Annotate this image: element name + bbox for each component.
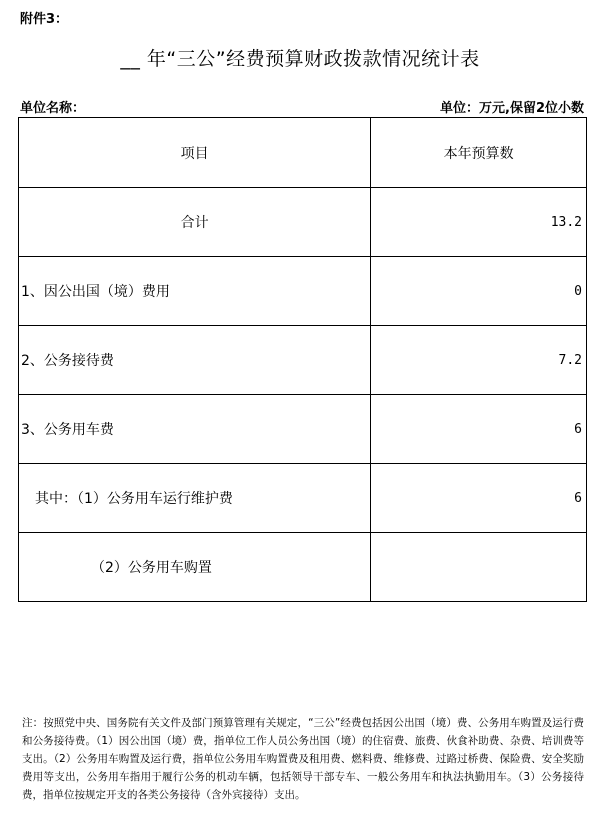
row-item-reception: 2、公务接待费 bbox=[19, 326, 371, 395]
column-header-item: 项目 bbox=[19, 118, 371, 188]
table-row-total bbox=[19, 188, 587, 257]
row-value-travel-abroad: 0 bbox=[371, 257, 587, 326]
row-item-total: 合计 bbox=[19, 188, 371, 257]
row-value-vehicle: 6 bbox=[371, 395, 587, 464]
row-item-vehicle-purchase: （2）公务用车购置 bbox=[19, 533, 371, 602]
row-item-vehicle-maintenance: 其中：（1）公务用车运行维护费 bbox=[19, 464, 371, 533]
column-header-budget: 本年预算数 bbox=[371, 118, 587, 188]
row-item-travel-abroad: 1、因公出国（境）费用 bbox=[19, 257, 371, 326]
unit-name-label: 单位名称： bbox=[20, 101, 86, 116]
attachment-label: 附件3： bbox=[20, 12, 69, 27]
row-item-vehicle: 3、公务用车费 bbox=[19, 395, 371, 464]
unit-info: 单位：万元,保留2位小数 bbox=[440, 101, 584, 116]
table-row-travel-abroad bbox=[19, 257, 587, 326]
table-row-vehicle-purchase bbox=[19, 533, 587, 602]
footnote: 注：按照党中央、国务院有关文件及部门预算管理有关规定，“三公”经费包括因公出国（境）费、公务用车购置及运行费和公务接待费。（1）因公出国（境）费，指单位工作人员公务出国（境）的住宿费、旅费、伙食补助费、杂费、培训费等支出。（2）公务用车购置及运行费，指单位公务用车购置费及租用费、燃料费、维修费、过路过桥费、保险费、安全奖励费用等支出，公务用车指用于履行公务的机动车辆，包括领导干部专车、一般公务用车和执法执勤用车。（3）公务接待费，指单位按规定开支的各类公务接待（含外宾接待）支出。 bbox=[22, 717, 584, 801]
budget-table bbox=[18, 117, 587, 602]
row-value-vehicle-maintenance: 6 bbox=[371, 464, 587, 533]
table-row-vehicle-maintenance bbox=[19, 464, 587, 533]
table-row-reception bbox=[19, 326, 587, 395]
table-header-row bbox=[19, 118, 587, 188]
page-title: __ 年“三公”经费预算财政拨款情况统计表 bbox=[120, 48, 480, 70]
row-value-total: 13.2 bbox=[371, 188, 587, 257]
table-row-vehicle bbox=[19, 395, 587, 464]
row-value-vehicle-purchase bbox=[371, 533, 587, 602]
row-value-reception: 7.2 bbox=[371, 326, 587, 395]
